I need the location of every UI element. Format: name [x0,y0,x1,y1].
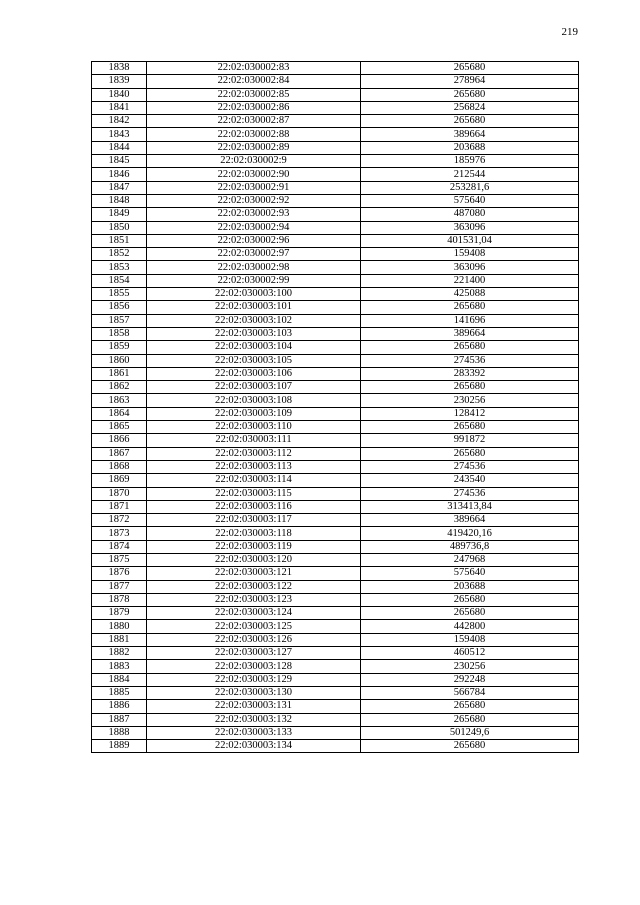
table-row [92,194,579,207]
value-cell: 501249,6 [361,726,579,739]
row-number-cell: 1867 [92,447,147,460]
value-cell: 256824 [361,101,579,114]
value-cell: 487080 [361,208,579,221]
cadastral-number-cell: 22:02:030002:94 [147,221,361,234]
table-row [92,421,579,434]
table-row [92,234,579,247]
row-number-cell: 1878 [92,593,147,606]
cadastral-number-cell: 22:02:030002:84 [147,75,361,88]
value-cell: 991872 [361,434,579,447]
value-cell: 265680 [361,88,579,101]
row-number-cell: 1866 [92,434,147,447]
cadastral-number-cell: 22:02:030003:130 [147,686,361,699]
value-cell: 283392 [361,367,579,380]
cadastral-number-cell: 22:02:030003:133 [147,726,361,739]
cadastral-number-cell: 22:02:030002:88 [147,128,361,141]
table-row [92,394,579,407]
cadastral-number-cell: 22:02:030003:107 [147,381,361,394]
row-number-cell: 1870 [92,487,147,500]
table-row [92,660,579,673]
table-row [92,540,579,553]
table-row [92,155,579,168]
row-number-cell: 1879 [92,607,147,620]
table-row [92,527,579,540]
value-cell: 230256 [361,394,579,407]
cadastral-number-cell: 22:02:030003:125 [147,620,361,633]
table-row [92,593,579,606]
value-cell: 575640 [361,567,579,580]
table-row [92,75,579,88]
cadastral-number-cell: 22:02:030002:9 [147,155,361,168]
table-row [92,620,579,633]
cadastral-number-cell: 22:02:030003:121 [147,567,361,580]
row-number-cell: 1874 [92,540,147,553]
row-number-cell: 1884 [92,673,147,686]
cadastral-number-cell: 22:02:030003:104 [147,341,361,354]
table-row [92,288,579,301]
value-cell: 389664 [361,514,579,527]
value-cell: 389664 [361,327,579,340]
cadastral-number-cell: 22:02:030003:127 [147,647,361,660]
row-number-cell: 1885 [92,686,147,699]
table-row [92,700,579,713]
value-cell: 401531,04 [361,234,579,247]
row-number-cell: 1881 [92,633,147,646]
value-cell: 566784 [361,686,579,699]
row-number-cell: 1845 [92,155,147,168]
value-cell: 363096 [361,221,579,234]
table-row [92,208,579,221]
table-row [92,141,579,154]
cadastral-number-cell: 22:02:030003:131 [147,700,361,713]
value-cell: 203688 [361,580,579,593]
value-cell: 159408 [361,633,579,646]
cadastral-number-cell: 22:02:030003:129 [147,673,361,686]
cadastral-number-cell: 22:02:030003:118 [147,527,361,540]
value-cell: 419420,16 [361,527,579,540]
cadastral-number-cell: 22:02:030003:109 [147,407,361,420]
table-row [92,673,579,686]
table-row [92,62,579,75]
row-number-cell: 1882 [92,647,147,660]
table-row [92,221,579,234]
table-row [92,181,579,194]
cadastral-number-cell: 22:02:030003:100 [147,288,361,301]
value-cell: 265680 [361,381,579,394]
row-number-cell: 1863 [92,394,147,407]
row-number-cell: 1861 [92,367,147,380]
row-number-cell: 1843 [92,128,147,141]
value-cell: 278964 [361,75,579,88]
value-cell: 489736,8 [361,540,579,553]
value-cell: 203688 [361,141,579,154]
value-cell: 265680 [361,341,579,354]
cadastral-number-cell: 22:02:030002:90 [147,168,361,181]
value-cell: 265680 [361,700,579,713]
value-cell: 274536 [361,487,579,500]
row-number-cell: 1851 [92,234,147,247]
table-row [92,354,579,367]
value-cell: 265680 [361,421,579,434]
row-number-cell: 1888 [92,726,147,739]
cadastral-number-cell: 22:02:030003:106 [147,367,361,380]
row-number-cell: 1860 [92,354,147,367]
row-number-cell: 1865 [92,421,147,434]
cadastral-number-cell: 22:02:030003:105 [147,354,361,367]
value-cell: 212544 [361,168,579,181]
cadastral-number-cell: 22:02:030002:92 [147,194,361,207]
value-cell: 265680 [361,713,579,726]
table-row [92,580,579,593]
value-cell: 128412 [361,407,579,420]
table-row [92,713,579,726]
cadastral-number-cell: 22:02:030003:126 [147,633,361,646]
row-number-cell: 1877 [92,580,147,593]
value-cell: 363096 [361,261,579,274]
cadastral-number-cell: 22:02:030003:123 [147,593,361,606]
row-number-cell: 1839 [92,75,147,88]
row-number-cell: 1842 [92,115,147,128]
cadastral-number-cell: 22:02:030002:89 [147,141,361,154]
cadastral-number-cell: 22:02:030003:108 [147,394,361,407]
value-cell: 247968 [361,553,579,566]
table-row [92,474,579,487]
row-number-cell: 1871 [92,500,147,513]
value-cell: 159408 [361,248,579,261]
value-cell: 265680 [361,115,579,128]
value-cell: 265680 [361,607,579,620]
row-number-cell: 1875 [92,553,147,566]
row-number-cell: 1873 [92,527,147,540]
table-row [92,460,579,473]
cadastral-number-cell: 22:02:030002:85 [147,88,361,101]
value-cell: 265680 [361,593,579,606]
row-number-cell: 1869 [92,474,147,487]
value-cell: 265680 [361,447,579,460]
cadastral-number-cell: 22:02:030003:102 [147,314,361,327]
row-number-cell: 1857 [92,314,147,327]
table-row [92,500,579,513]
cadastral-number-cell: 22:02:030003:112 [147,447,361,460]
value-cell: 265680 [361,740,579,753]
cadastral-number-cell: 22:02:030002:87 [147,115,361,128]
cadastral-number-cell: 22:02:030003:124 [147,607,361,620]
value-cell: 243540 [361,474,579,487]
row-number-cell: 1868 [92,460,147,473]
page-number: 219 [561,26,578,38]
row-number-cell: 1844 [92,141,147,154]
row-number-cell: 1858 [92,327,147,340]
row-number-cell: 1886 [92,700,147,713]
row-number-cell: 1859 [92,341,147,354]
row-number-cell: 1856 [92,301,147,314]
cadastral-number-cell: 22:02:030003:113 [147,460,361,473]
value-cell: 265680 [361,301,579,314]
cadastral-number-cell: 22:02:030002:83 [147,62,361,75]
value-cell: 460512 [361,647,579,660]
row-number-cell: 1855 [92,288,147,301]
table-row [92,567,579,580]
cadastral-number-cell: 22:02:030002:93 [147,208,361,221]
value-cell: 442800 [361,620,579,633]
table-row [92,607,579,620]
row-number-cell: 1876 [92,567,147,580]
row-number-cell: 1862 [92,381,147,394]
table-row [92,367,579,380]
cadastral-number-cell: 22:02:030003:119 [147,540,361,553]
table-row [92,274,579,287]
value-cell: 230256 [361,660,579,673]
cadastral-number-cell: 22:02:030003:114 [147,474,361,487]
table-row [92,341,579,354]
cadastral-number-cell: 22:02:030003:132 [147,713,361,726]
table-row [92,434,579,447]
value-cell: 292248 [361,673,579,686]
table-row [92,447,579,460]
row-number-cell: 1849 [92,208,147,221]
row-number-cell: 1840 [92,88,147,101]
cadastral-number-cell: 22:02:030003:115 [147,487,361,500]
row-number-cell: 1880 [92,620,147,633]
cadastral-number-cell: 22:02:030002:97 [147,248,361,261]
row-number-cell: 1852 [92,248,147,261]
table-row [92,726,579,739]
value-cell: 265680 [361,62,579,75]
table-row [92,514,579,527]
row-number-cell: 1838 [92,62,147,75]
row-number-cell: 1847 [92,181,147,194]
table-row [92,647,579,660]
value-cell: 185976 [361,155,579,168]
value-cell: 313413,84 [361,500,579,513]
row-number-cell: 1850 [92,221,147,234]
value-cell: 253281,6 [361,181,579,194]
row-number-cell: 1889 [92,740,147,753]
value-cell: 141696 [361,314,579,327]
value-cell: 274536 [361,460,579,473]
table-row [92,381,579,394]
cadastral-number-cell: 22:02:030002:86 [147,101,361,114]
cadastral-number-cell: 22:02:030003:111 [147,434,361,447]
cadastral-value-table [91,61,579,753]
row-number-cell: 1887 [92,713,147,726]
table-row [92,740,579,753]
table-body [92,62,579,753]
row-number-cell: 1854 [92,274,147,287]
row-number-cell: 1872 [92,514,147,527]
row-number-cell: 1883 [92,660,147,673]
cadastral-number-cell: 22:02:030002:91 [147,181,361,194]
cadastral-number-cell: 22:02:030002:98 [147,261,361,274]
cadastral-number-cell: 22:02:030002:99 [147,274,361,287]
value-cell: 389664 [361,128,579,141]
cadastral-number-cell: 22:02:030003:116 [147,500,361,513]
table-row [92,115,579,128]
cadastral-number-cell: 22:02:030003:101 [147,301,361,314]
value-cell: 575640 [361,194,579,207]
cadastral-number-cell: 22:02:030003:117 [147,514,361,527]
cadastral-number-cell: 22:02:030003:134 [147,740,361,753]
table-row [92,101,579,114]
table-row [92,248,579,261]
cadastral-number-cell: 22:02:030003:120 [147,553,361,566]
table-row [92,128,579,141]
cadastral-number-cell: 22:02:030003:110 [147,421,361,434]
value-cell: 425088 [361,288,579,301]
value-cell: 221400 [361,274,579,287]
table-row [92,168,579,181]
table-row [92,407,579,420]
value-cell: 274536 [361,354,579,367]
cadastral-number-cell: 22:02:030003:103 [147,327,361,340]
row-number-cell: 1841 [92,101,147,114]
table-row [92,553,579,566]
row-number-cell: 1848 [92,194,147,207]
table-row [92,327,579,340]
table-row [92,487,579,500]
table-row [92,301,579,314]
table-row [92,88,579,101]
table-row [92,633,579,646]
table-row [92,261,579,274]
cadastral-number-cell: 22:02:030002:96 [147,234,361,247]
table-row [92,686,579,699]
row-number-cell: 1846 [92,168,147,181]
row-number-cell: 1853 [92,261,147,274]
cadastral-number-cell: 22:02:030003:122 [147,580,361,593]
cadastral-number-cell: 22:02:030003:128 [147,660,361,673]
table-row [92,314,579,327]
row-number-cell: 1864 [92,407,147,420]
